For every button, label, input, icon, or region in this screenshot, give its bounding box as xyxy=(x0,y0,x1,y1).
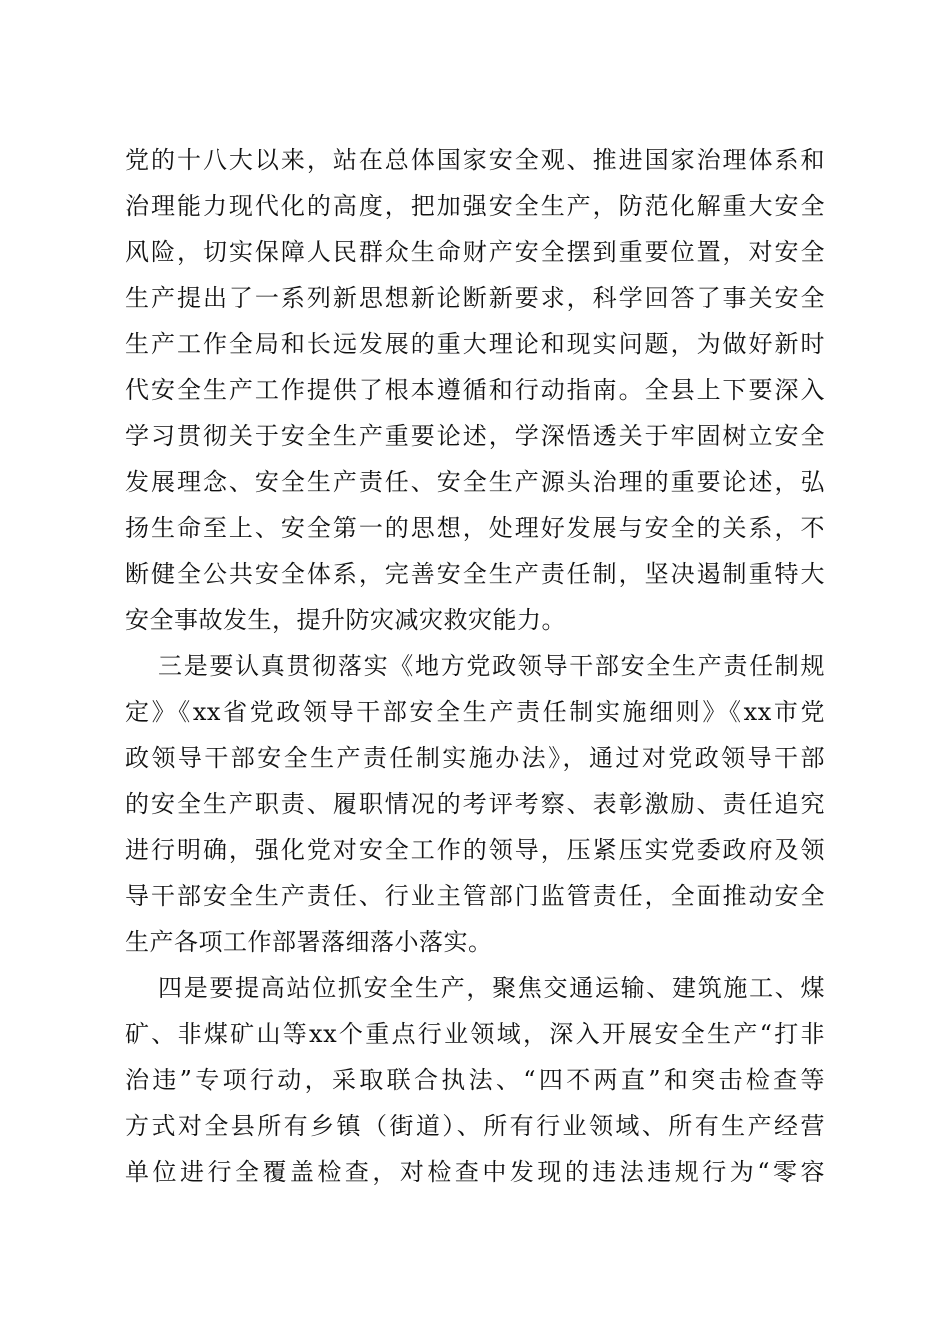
paragraph-line: 发展理念、安全生产责任、安全生产源头治理的重要论述，弘 xyxy=(125,468,825,496)
paragraph-line-last: 安全事故发生，提升防灾减灾救灾能力。 xyxy=(125,606,566,634)
paragraph-line: 治理能力现代化的高度，把加强安全生产，防范化解重大安全 xyxy=(125,192,825,220)
paragraph-line: 党的十八大以来，站在总体国家安全观、推进国家治理体系和 xyxy=(125,146,825,174)
paragraph-line: 方式对全县所有乡镇（街道）、所有行业领域、所有生产经营 xyxy=(125,1112,825,1140)
paragraph-first-line: 三是要认真贯彻落实《地方党政领导干部安全生产责任制规 xyxy=(158,652,825,680)
paragraph-line: 学习贯彻关于安全生产重要论述，学深悟透关于牢固树立安全 xyxy=(125,422,825,450)
paragraph-line: 的安全生产职责、履职情况的考评考察、表彰激励、责任追究 xyxy=(125,790,825,818)
paragraph-line: 矿、非煤矿山等xx个重点行业领域，深入开展安全生产“打非 xyxy=(125,1020,825,1048)
paragraph-line: 断健全公共安全体系，完善安全生产责任制，坚决遏制重特大 xyxy=(125,560,825,588)
paragraph-line: 单位进行全覆盖检查，对检查中发现的违法违规行为“零容 xyxy=(125,1158,825,1186)
paragraph-line: 扬生命至上、安全第一的思想，处理好发展与安全的关系，不 xyxy=(125,514,825,542)
paragraph-line: 定》《xx省党政领导干部安全生产责任制实施细则》《xx市党 xyxy=(125,698,825,726)
paragraph-first-line: 四是要提高站位抓安全生产，聚焦交通运输、建筑施工、煤 xyxy=(158,974,825,1002)
paragraph-line: 生产提出了一系列新思想新论断新要求，科学回答了事关安全 xyxy=(125,284,825,312)
paragraph-line: 政领导干部安全生产责任制实施办法》，通过对党政领导干部 xyxy=(125,744,825,772)
paragraph-line: 进行明确，强化党对安全工作的领导，压紧压实党委政府及领 xyxy=(125,836,825,864)
paragraph-line: 代安全生产工作提供了根本遵循和行动指南。全县上下要深入 xyxy=(125,376,825,404)
paragraph-line-last: 生产各项工作部署落细落小落实。 xyxy=(125,928,493,956)
paragraph-line: 风险，切实保障人民群众生命财产安全摆到重要位置，对安全 xyxy=(125,238,825,266)
paragraph-line: 生产工作全局和长远发展的重大理论和现实问题，为做好新时 xyxy=(125,330,825,358)
paragraph-line: 导干部安全生产责任、行业主管部门监管责任，全面推动安全 xyxy=(125,882,825,910)
paragraph-line: 治违”专项行动，采取联合执法、“四不两直”和突击检查等 xyxy=(125,1066,825,1094)
